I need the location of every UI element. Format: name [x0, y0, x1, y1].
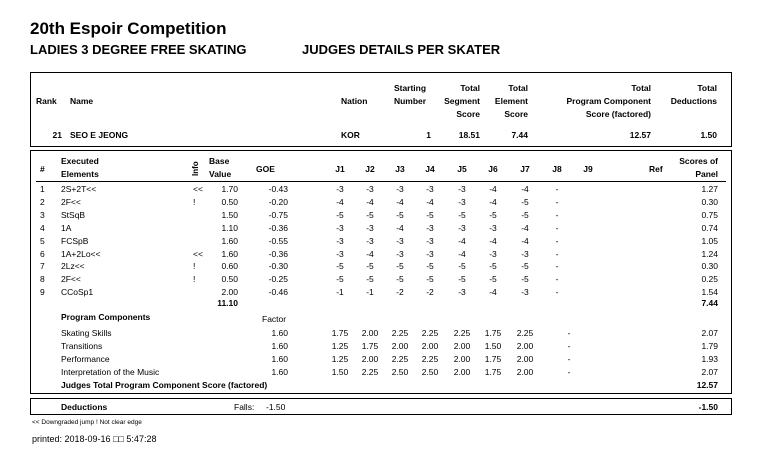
element-base-value: 0.50 [221, 274, 238, 285]
element-base-value: 2.00 [221, 287, 238, 298]
pcs-header-1: Total [631, 83, 651, 93]
element-judge-score: -4 [489, 235, 497, 246]
component-judge-score: 2.25 [453, 328, 471, 338]
executed-elements-header-2: Elements [61, 169, 99, 179]
element-judge-score: -1 [336, 287, 344, 298]
element-judge-score: - [555, 235, 559, 246]
element-num: 1 [40, 184, 45, 194]
element-name: 2S+2T<< [61, 184, 97, 194]
element-goe: -0.55 [268, 235, 288, 246]
component-panel-score: 2.07 [701, 328, 718, 338]
element-judge-score: -5 [336, 261, 344, 272]
element-name: StSqB [61, 209, 86, 220]
component-judge-score: - [567, 341, 571, 351]
element-name: 2Lz<< [61, 261, 85, 272]
component-judge-score: 2.00 [421, 341, 439, 351]
element-judge-score: -3 [489, 248, 497, 259]
component-panel-score: 1.93 [701, 354, 718, 364]
element-num: 3 [40, 209, 45, 220]
element-judge-score: -5 [521, 196, 529, 207]
element-judge-score: -3 [336, 248, 344, 259]
component-judge-score: 2.25 [516, 328, 534, 338]
component-judge-score: 2.00 [453, 341, 471, 351]
competition-title: 20th Espoir Competition [30, 19, 227, 38]
falls-value: -1.50 [266, 402, 286, 412]
component-judge-score: 2.00 [361, 354, 379, 364]
component-panel-score: 2.07 [701, 367, 718, 377]
element-panel-score: 1.05 [701, 235, 718, 246]
element-name: FCSpB [61, 235, 89, 246]
element-judge-score: -5 [426, 261, 434, 272]
element-panel-score: 1.54 [701, 287, 718, 298]
element-judge-score: -3 [458, 287, 466, 298]
element-judge-score: -5 [489, 274, 497, 285]
element-goe: -0.46 [268, 287, 288, 298]
element-judge-score: -4 [489, 196, 497, 207]
element-judge-score: - [555, 184, 559, 194]
element-judge-score: -3 [336, 235, 344, 246]
panel-header-2: Panel [695, 169, 718, 179]
pcs-header-3: Score (factored) [585, 109, 651, 119]
element-judge-score: -3 [458, 196, 466, 207]
component-name: Performance [61, 354, 110, 364]
component-judge-score: 2.25 [391, 328, 409, 338]
base-value-header-1: Base [209, 156, 230, 166]
judge-header-1: J1 [335, 164, 345, 174]
component-name: Transitions [61, 341, 103, 351]
judge-header-9: J9 [583, 164, 593, 174]
deductions-box [30, 398, 732, 415]
element-info: << [193, 184, 203, 194]
element-judge-score: -3 [521, 248, 529, 259]
element-judge-score: -5 [426, 209, 434, 220]
element-base-value: 1.60 [221, 248, 238, 259]
skater-segment-score: 18.51 [458, 130, 480, 140]
element-base-value: 0.50 [221, 196, 238, 207]
element-base-value: 1.10 [221, 222, 238, 233]
element-judge-score: -5 [521, 274, 529, 285]
element-judge-score: -3 [458, 222, 466, 233]
pcs-header-2: Program Component [566, 96, 651, 106]
element-judge-score: -3 [396, 248, 404, 259]
judge-header-2: J2 [365, 164, 375, 174]
component-panel-score: 1.79 [701, 341, 718, 351]
element-goe: -0.20 [268, 196, 288, 207]
element-name: 2F<< [61, 274, 81, 285]
component-factor: 1.60 [271, 341, 288, 351]
base-value-total: 11.10 [217, 298, 238, 308]
element-num: 9 [40, 287, 45, 298]
component-judge-score: 2.25 [421, 328, 439, 338]
starting-number-header-1: Starting [393, 83, 427, 93]
component-judge-score: 2.00 [516, 354, 534, 364]
deductions-total: -1.50 [698, 402, 718, 412]
skater-starting-number: 1 [426, 130, 431, 140]
element-judge-score: - [555, 287, 559, 298]
component-judge-score: 2.25 [361, 367, 379, 377]
element-judge-score: -4 [458, 248, 466, 259]
element-info: ! [193, 196, 196, 207]
skater-rank: 21 [52, 130, 62, 140]
element-judge-score: -5 [366, 209, 374, 220]
element-num: 6 [40, 248, 45, 259]
element-panel-score: 0.25 [701, 274, 718, 285]
element-judge-score: - [555, 196, 559, 207]
element-goe: -0.30 [268, 261, 288, 272]
element-judge-score: -4 [336, 196, 344, 207]
component-judge-score: 1.50 [331, 367, 349, 377]
element-judge-score: -4 [366, 248, 374, 259]
program-components-label: Program Components [61, 312, 151, 322]
segment-score-header-2: Segment [444, 96, 480, 106]
component-judge-score: 2.00 [516, 367, 534, 377]
component-judge-score: 1.75 [484, 354, 502, 364]
element-judge-score: -3 [426, 184, 434, 194]
element-judge-score: -4 [426, 196, 434, 207]
element-num: 4 [40, 222, 45, 233]
deductions-header-1: Total [697, 83, 717, 93]
deductions-label: Deductions [61, 402, 108, 412]
element-panel-score: 0.30 [701, 196, 718, 207]
element-score-total: 7.44 [701, 298, 718, 308]
element-judge-score: -5 [458, 274, 466, 285]
element-judge-score: -5 [366, 274, 374, 285]
judge-header-3: J3 [395, 164, 405, 174]
element-info: ! [193, 261, 196, 272]
element-goe: -0.36 [268, 222, 288, 233]
falls-label: Falls: [234, 402, 255, 412]
element-judge-score: -3 [426, 222, 434, 233]
component-judge-score: 1.75 [484, 367, 502, 377]
element-judge-score: - [555, 248, 559, 259]
element-judge-score: -5 [366, 261, 374, 272]
element-judge-score: -4 [489, 287, 497, 298]
segment-title: LADIES 3 DEGREE FREE SKATING [30, 42, 247, 57]
component-judge-score: 2.00 [516, 341, 534, 351]
component-judge-score: 1.25 [331, 354, 349, 364]
element-score-header-3: Score [504, 109, 528, 119]
pcs-total: 12.57 [696, 380, 718, 390]
element-judge-score: -5 [458, 209, 466, 220]
component-judge-score: 1.75 [484, 328, 502, 338]
element-name: 2F<< [61, 196, 81, 207]
element-judge-score: -3 [426, 235, 434, 246]
component-judge-score: 1.75 [331, 328, 349, 338]
component-judge-score: 2.50 [391, 367, 409, 377]
element-num: 2 [40, 196, 45, 207]
deductions-header-2: Deductions [670, 96, 717, 106]
header-divider [36, 181, 726, 182]
component-judge-score: 2.50 [421, 367, 439, 377]
factor-label: Factor [262, 314, 287, 324]
name-header: Name [70, 96, 94, 106]
element-judge-score: -5 [336, 209, 344, 220]
component-judge-score: 1.75 [361, 341, 379, 351]
judge-header-8: J8 [552, 164, 562, 174]
panel-header-1: Scores of [679, 156, 718, 166]
element-name: CCoSp1 [61, 287, 94, 298]
report-title: JUDGES DETAILS PER SKATER [302, 42, 501, 57]
skater-nation: KOR [341, 130, 360, 140]
element-judge-score: -3 [396, 235, 404, 246]
element-judge-score: -5 [458, 261, 466, 272]
element-name: 1A+2Lo<< [61, 248, 101, 259]
element-num: 5 [40, 235, 45, 246]
element-judge-score: -4 [521, 222, 529, 233]
element-name: 1A [61, 222, 72, 233]
element-judge-score: -4 [396, 222, 404, 233]
element-judge-score: -5 [336, 274, 344, 285]
element-score-header-1: Total [508, 83, 528, 93]
ref-header: Ref [649, 164, 663, 174]
executed-elements-header-1: Executed [61, 156, 99, 166]
component-judge-score: - [567, 328, 571, 338]
element-judge-score: -3 [336, 184, 344, 194]
element-num: 8 [40, 274, 45, 285]
element-judge-score: -5 [489, 261, 497, 272]
pcs-total-label: Judges Total Program Component Score (factored) [61, 380, 268, 390]
printed-timestamp: printed: 2018-09-16 □□ 5:47:28 [32, 434, 157, 444]
judge-header-5: J5 [457, 164, 467, 174]
element-judge-score: - [555, 274, 559, 285]
element-judge-score: - [555, 222, 559, 233]
element-score-header-2: Element [494, 96, 528, 106]
legend: << Downgraded jump ! Not clear edge [32, 419, 142, 426]
element-judge-score: -4 [489, 184, 497, 194]
element-judge-score: -5 [396, 209, 404, 220]
element-judge-score: -4 [366, 196, 374, 207]
element-judge-score: -3 [366, 235, 374, 246]
element-judge-score: -1 [366, 287, 374, 298]
element-judge-score: -3 [521, 287, 529, 298]
element-judge-score: -2 [396, 287, 404, 298]
component-judge-score: 2.00 [361, 328, 379, 338]
element-base-value: 1.70 [221, 184, 238, 194]
element-judge-score: -5 [396, 274, 404, 285]
judge-header-6: J6 [488, 164, 498, 174]
nation-header: Nation [341, 96, 368, 106]
segment-score-header-3: Score [456, 109, 480, 119]
component-judge-score: 2.25 [421, 354, 439, 364]
rank-header: Rank [36, 96, 57, 106]
element-goe: -0.36 [268, 248, 288, 259]
goe-header: GOE [256, 164, 275, 174]
element-judge-score: -5 [521, 209, 529, 220]
component-factor: 1.60 [271, 354, 288, 364]
element-info: << [193, 248, 203, 259]
element-judge-score: -4 [521, 235, 529, 246]
component-factor: 1.60 [271, 328, 288, 338]
component-judge-score: 1.50 [484, 341, 502, 351]
element-judge-score: - [555, 209, 559, 220]
component-judge-score: 2.00 [453, 354, 471, 364]
element-judge-score: -4 [521, 184, 529, 194]
element-judge-score: -3 [336, 222, 344, 233]
component-name: Skating Skills [61, 328, 112, 338]
element-judge-score: -3 [426, 248, 434, 259]
element-judge-score: -3 [366, 222, 374, 233]
element-base-value: 1.50 [221, 209, 238, 220]
element-judge-score: -3 [458, 184, 466, 194]
element-panel-score: 1.24 [701, 248, 718, 259]
element-panel-score: 0.74 [701, 222, 718, 233]
component-name: Interpretation of the Music [61, 367, 160, 377]
element-base-value: 1.60 [221, 235, 238, 246]
element-judge-score: -3 [396, 184, 404, 194]
element-panel-score: 0.30 [701, 261, 718, 272]
element-judge-score: -5 [521, 261, 529, 272]
base-value-header-2: Value [209, 169, 232, 179]
skater-pcs-score: 12.57 [629, 130, 651, 140]
element-judge-score: -4 [458, 235, 466, 246]
element-judge-score: -3 [366, 184, 374, 194]
skater-deductions: 1.50 [700, 130, 717, 140]
element-judge-score: - [555, 261, 559, 272]
starting-number-header-2: Number [393, 96, 427, 106]
judge-header-4: J4 [425, 164, 435, 174]
element-judge-score: -2 [426, 287, 434, 298]
skater-element-score: 7.44 [511, 130, 528, 140]
component-factor: 1.60 [271, 367, 288, 377]
component-judge-score: - [567, 354, 571, 364]
element-info: ! [193, 274, 196, 285]
element-judge-score: -5 [396, 261, 404, 272]
component-judge-score: 2.25 [391, 354, 409, 364]
element-panel-score: 0.75 [701, 209, 718, 220]
element-goe: -0.25 [268, 274, 288, 285]
element-panel-score: 1.27 [701, 184, 718, 194]
element-num: 7 [40, 261, 45, 272]
skater-name: SEO E JEONG [70, 130, 129, 140]
component-judge-score: - [567, 367, 571, 377]
element-judge-score: -5 [489, 209, 497, 220]
element-goe: -0.75 [268, 209, 288, 220]
component-judge-score: 1.25 [331, 341, 349, 351]
segment-score-header-1: Total [460, 83, 480, 93]
element-judge-score: -5 [426, 274, 434, 285]
num-header: # [40, 164, 45, 174]
component-judge-score: 2.00 [453, 367, 471, 377]
component-judge-score: 2.00 [391, 341, 409, 351]
element-judge-score: -3 [489, 222, 497, 233]
info-header: Info [191, 161, 200, 176]
element-goe: -0.43 [268, 184, 288, 194]
element-judge-score: -4 [396, 196, 404, 207]
judge-header-7: J7 [520, 164, 530, 174]
element-base-value: 0.60 [221, 261, 238, 272]
